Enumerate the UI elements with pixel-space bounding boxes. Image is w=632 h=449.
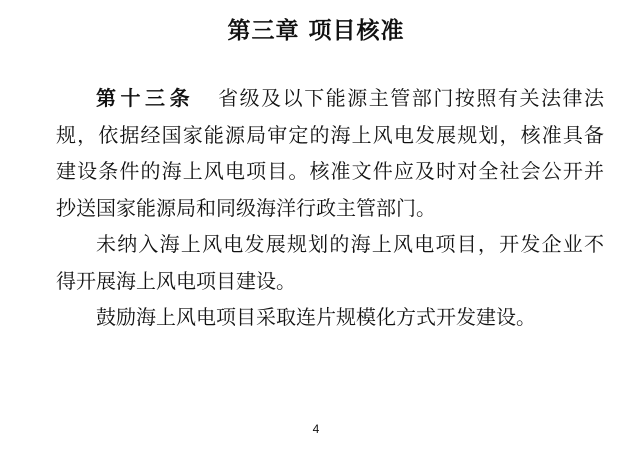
- article-text-line: 建设条件的海上风电项目。核准文件应及时对全社会公开并: [56, 159, 604, 183]
- article-body: [56, 80, 604, 336]
- article-text-line: 抄送国家能源局和同级海洋行政主管部门。: [56, 195, 436, 220]
- page-number: 4: [312, 422, 320, 436]
- paragraph-2-line: 未纳入海上风电发展规划的海上风电项目，开发企业不: [96, 232, 604, 256]
- article-text-line: 省级及以下能源主管部门按照有关法律法: [218, 86, 605, 110]
- article-text-line: 规，依据经国家能源局审定的海上风电发展规划，核准具备: [56, 122, 604, 147]
- chapter-title: 第三章 项目核准: [227, 18, 405, 44]
- paragraph-2-line: 得开展海上风电项目建设。: [56, 268, 296, 293]
- article-first-line: [56, 80, 604, 117]
- paragraph-3-line: 鼓励海上风电项目采取连片规模化方式开发建设。: [96, 305, 536, 329]
- article-number: 第十三条: [96, 86, 195, 110]
